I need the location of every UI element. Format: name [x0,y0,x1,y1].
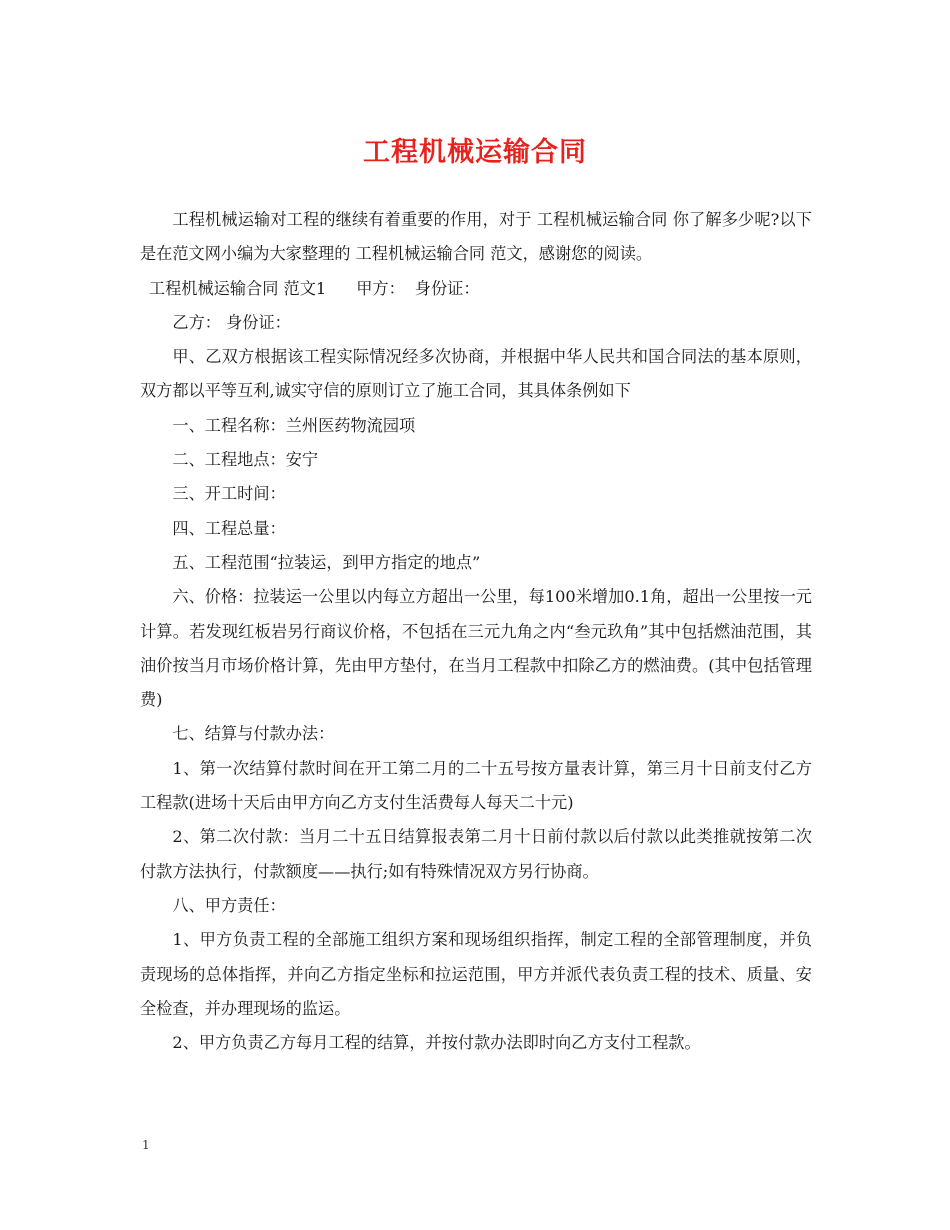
document-title: 工程机械运输合同 [363,137,587,168]
sample-label: 工程机械运输合同 范文1 [148,278,327,298]
clause-scope: 五、工程范围“拉装运，到甲方指定的地点” [172,552,481,572]
clause-party-a-1: 1、甲方负责工程的全部施工组织方案和现场组织指挥，制定工程的全部管理制度，并负责现场的总体指挥，并向乙方指定坐标和拉运范围，甲方并派代表负责工程的技术、质量、安全检查，并办理现场的监运。 [140,930,812,1018]
page-number: 1 [142,1138,150,1152]
clause-party-a-2: 2、甲方负责乙方每月工程的结算，并按付款办法即时向乙方支付工程款。 [172,1033,701,1053]
clause-project-location: 二、工程地点：安宁 [172,450,319,470]
intro-paragraph: 工程机械运输对工程的继续有着重要的作用，对于 工程机械运输合同 你了解多少呢?以下是在范文网小编为大家整理的 工程机械运输合同 范文，感谢您的阅读。 [140,210,812,264]
party-a-label: 甲方： [356,278,405,298]
clause-start-time: 三、开工时间： [172,484,286,504]
clause-settlement-2: 2、第二次付款：当月二十五日结算报表第二月十日前付款以后付款以此类推就按第二次付款方法执行，付款额度——执行;如有特殊情况双方另行协商。 [140,827,812,881]
document-body [140,203,812,1060]
party-b-line: 乙方： 身份证： [172,312,291,332]
sample-line [140,272,812,306]
preamble-paragraph: 甲、乙双方根据该工程实际情况经多次协商，并根据中华人民共和国合同法的基本原则，双方都以平等互利,诚实守信的原则订立了施工合同，其具体条例如下 [140,347,812,401]
clause-project-name: 一、工程名称：兰州医药物流园项 [172,415,416,435]
clause-settlement-1: 1、第一次结算付款时间在开工第二月的二十五号按方量表计算，第三月十日前支付乙方工程款(进场十天后由甲方向乙方支付生活费每人每天二十元) [140,758,812,813]
party-a-id-label: 身份证： [414,278,480,298]
clause-settlement-heading: 七、结算与付款办法： [172,724,335,744]
clause-price: 六、价格：拉装运一公里以内每立方超出一公里，每100米增加0.1角，超出一公里按一元计算。若发现红板岩另行商议价格，不包括在三元九角之内“叁元玖角”其中包括燃油范围，其油价按当月市场价格计算，先由甲方垫付，在当月工程款中扣除乙方的燃油费。(其中包括管理费) [140,587,812,710]
clause-party-a-heading: 八、甲方责任： [172,895,286,915]
clause-total-quantity: 四、工程总量： [172,518,286,538]
